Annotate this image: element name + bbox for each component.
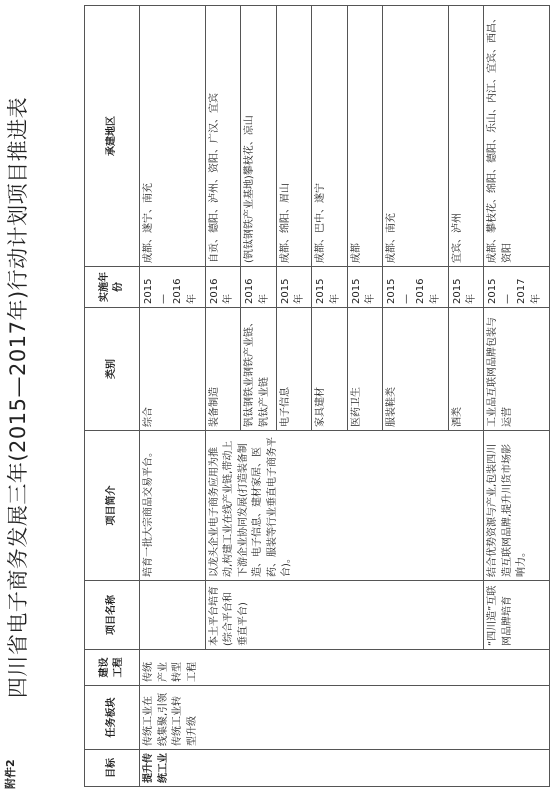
project-name-cell: 本土平台培育(综合平台和垂直平台): [205, 581, 484, 650]
period-cell: 2015—2016年: [383, 267, 449, 308]
region-cell: 成都、遂宁、南充: [140, 6, 206, 267]
region-cell: 成都、攀枝花、绵阳、德阳、乐山、内江、宜宾、西昌、资阳: [484, 6, 550, 267]
period-cell: 2015年: [312, 267, 347, 308]
category-cell: 钒钛钢铁业钢铁产业链、钒钛产业链: [241, 308, 276, 431]
region-cell: 宜宾、泸州: [448, 6, 483, 267]
project-name-cell: [140, 581, 206, 650]
project-table: [84, 5, 550, 787]
period-cell: 2016年: [241, 267, 276, 308]
period-cell: 2015年: [347, 267, 382, 308]
table-row: [140, 6, 206, 787]
period-cell: 2015—2016年: [140, 267, 206, 308]
category-cell: 工业品互联网品牌包装与运营: [484, 308, 550, 431]
intro-cell: 培育一批大宗商品交易平台。: [140, 431, 206, 581]
goal-cell: 提升传统工业: [140, 750, 550, 787]
period-cell: 2016年: [205, 267, 240, 308]
header-region: 承建地区: [85, 6, 140, 267]
region-cell: 成都、南充: [383, 6, 449, 267]
region-cell: 成都、巴中、遂宁: [312, 6, 347, 267]
category-cell: 医药卫生: [347, 308, 382, 431]
header-category: 类别: [85, 308, 140, 431]
header-project-name: 项目名称: [85, 581, 140, 650]
header-period: 实施年份: [85, 267, 140, 308]
category-cell: 家具建材: [312, 308, 347, 431]
project-group-cell: 传统产业转型工程: [140, 650, 550, 686]
region-cell: 成都: [347, 6, 382, 267]
category-cell: 综合: [140, 308, 206, 431]
period-cell: 2015年: [448, 267, 483, 308]
header-intro: 项目简介: [85, 431, 140, 581]
task-cell: 传统工业在线集聚,引领传统工业转型升级: [140, 686, 550, 750]
attachment-label: 附件2: [4, 759, 17, 789]
category-cell: 装备制造: [205, 308, 240, 431]
region-cell: 成都、绵阳、眉山: [276, 6, 311, 267]
category-cell: 电子信息: [276, 308, 311, 431]
category-cell: 服装鞋类: [383, 308, 449, 431]
category-cell: 酒类: [448, 308, 483, 431]
header-task: 任务板块: [85, 686, 140, 750]
header-goal: 目标: [85, 750, 140, 787]
project-name-cell: “四川造”互联网品牌培育: [484, 581, 550, 650]
period-cell: 2015—2017年: [484, 267, 550, 308]
page-title: 四川省电子商务发展三年(2015—2017年)行动计划项目推进表: [6, 96, 30, 699]
header-project-group: 建设工程: [85, 650, 140, 686]
period-cell: 2015年: [276, 267, 311, 308]
region-cell: (钒钛钢铁产业基地)攀枝花、凉山: [241, 6, 276, 267]
region-cell: 自贡、德阳、泸州、资阳、广汉、宜宾: [205, 6, 240, 267]
intro-cell: 以龙头企业电子商务应用为推动,构建工业在线产业链,带动上下游企业协同发展(打造装备制造、电子信息、建材家居、医药、服装等行业垂直电子商务平台)。: [205, 431, 484, 581]
header-row: [85, 6, 140, 787]
intro-cell: 结合优势资源与产业,包装四川造互联网品牌,提升川货市场影响力。: [484, 431, 550, 581]
